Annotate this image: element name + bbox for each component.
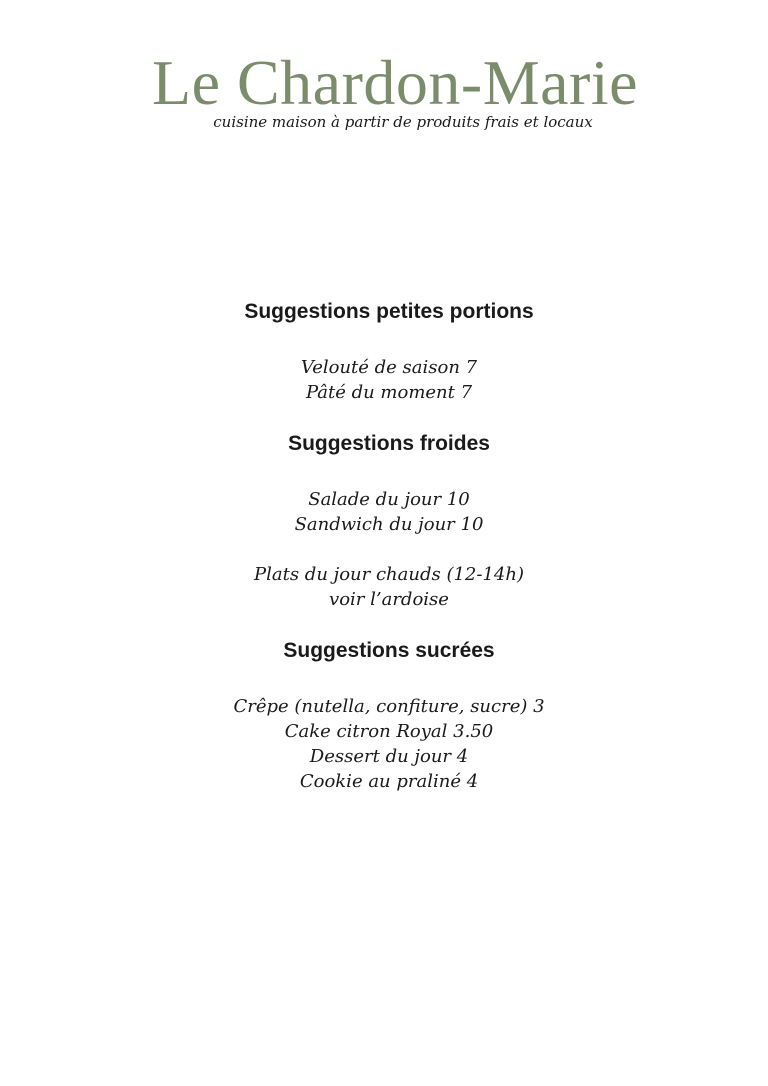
restaurant-title: Le Chardon-Marie (151, 47, 639, 118)
menu-header (0, 48, 768, 132)
menu-item: Cookie au praliné 4 (299, 771, 479, 792)
menu-item: Plats du jour chauds (12-14h) (254, 564, 524, 585)
menu-item: Salade du jour 10 (308, 489, 470, 510)
menu-item: Pâté du moment 7 (305, 382, 473, 403)
cold-items (10, 487, 768, 537)
sweet-items (10, 694, 768, 794)
menu-item: Sandwich du jour 10 (294, 514, 484, 535)
restaurant-tagline: cuisine maison à partir de produits frais et locaux (213, 113, 593, 131)
menu-item: Cake citron Royal 3.50 (284, 721, 494, 742)
menu-item: Dessert du jour 4 (309, 746, 469, 767)
menu-item: voir l’ardoise (329, 589, 449, 610)
section-title-sweet: Suggestions sucrées (283, 639, 495, 662)
menu-body (0, 297, 768, 794)
menu-item: Crêpe (nutella, confiture, sucre) 3 (233, 696, 545, 717)
hot-dishes-note (10, 562, 768, 612)
menu-item: Velouté de saison 7 (300, 357, 478, 378)
section-title-cold: Suggestions froides (288, 432, 490, 455)
small-portions-items (10, 355, 768, 405)
section-title-small-portions: Suggestions petites portions (244, 300, 534, 323)
